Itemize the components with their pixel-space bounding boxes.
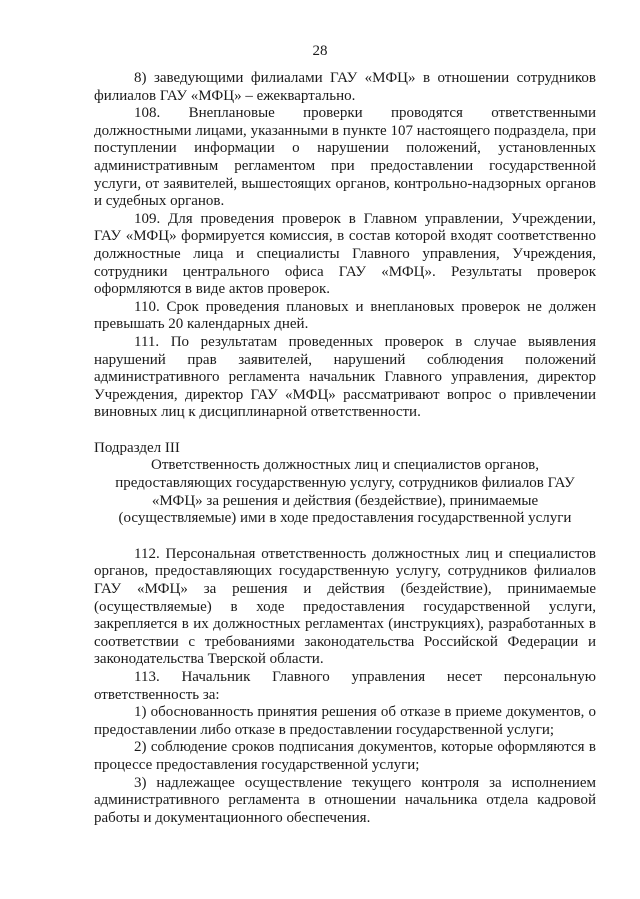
paragraph-112: 112. Персональная ответственность должностных лиц и специалистов органов, предоставляющих государственную услугу, сотрудников филиалов ГАУ «МФЦ» за решения и действия (бездействие), принимаемые (осуществляемые) в ходе предоставления государственной услуги, закрепляется в их должностных регламентах (инструкциях), разработанных в соответствии с требованиями законодательства Российской Федерации и законодательства Тверской области. [94, 545, 596, 668]
paragraph-110: 110. Срок проведения плановых и внеплановых проверок не должен превышать 20 календарных дней. [94, 298, 596, 333]
paragraph-113-item-3: 3) надлежащее осуществление текущего контроля за исполнением административного регламента в отношении начальника отдела кадровой работы и документационного обеспечения. [94, 774, 596, 826]
paragraph-113: 113. Начальник Главного управления несет персональную ответственность за: [94, 669, 596, 703]
document-body [94, 70, 596, 827]
subsection-heading-line: «МФЦ» за решения и действия (бездействие), принимаемые [151, 492, 539, 509]
paragraph-8-quarterly: 8) заведующими филиалами ГАУ «МФЦ» в отношении сотрудников филиалов ГАУ «МФЦ» – ежеквартально. [94, 70, 596, 104]
paragraph-111: 111. По результатам проведенных проверок в случае выявления нарушений прав заявителей, нарушений соблюдения положений административного регламента начальник Главного управления, директор Учреждения, директор ГАУ «МФЦ» рассматривают вопрос о привлечении виновных лиц к дисциплинарной ответственности. [94, 333, 596, 421]
subsection-heading-line: предоставляющих государственную услугу, сотрудников филиалов ГАУ [115, 475, 575, 492]
subsection-heading [94, 457, 596, 527]
page-number: 28 [312, 43, 328, 59]
subsection-heading-line: (осуществляемые) ими в ходе предоставления государственной услуги [118, 510, 572, 527]
subsection-heading-line: Ответственность должностных лиц и специалистов органов, [151, 457, 539, 474]
paragraph-113-item-1: 1) обоснованность принятия решения об отказе в приеме документов, о предоставлении либо отказе в предоставлении государственной услуги; [94, 704, 596, 738]
subsection-title: Подраздел III [94, 439, 180, 456]
paragraph-108: 108. Внеплановые проверки проводятся ответственными должностными лицами, указанными в пункте 107 настоящего подраздела, при поступлении информации о нарушении положений, установленных административным регламентом при предоставлении государственной услуги, от заявителей, вышестоящих органов, контрольно-надзорных органов и судебных органов. [94, 105, 596, 210]
paragraph-109: 109. Для проведения проверок в Главном управлении, Учреждении, ГАУ «МФЦ» формируется комиссия, в состав которой входят соответственно должностные лица и специалисты Главного управления, Учреждения, сотрудники центрального офиса ГАУ «МФЦ». Результаты проверок оформляются в виде актов проверок. [94, 210, 596, 298]
paragraph-113-item-2: 2) соблюдение сроков подписания документов, которые оформляются в процессе предоставления государственной услуги; [94, 739, 596, 773]
